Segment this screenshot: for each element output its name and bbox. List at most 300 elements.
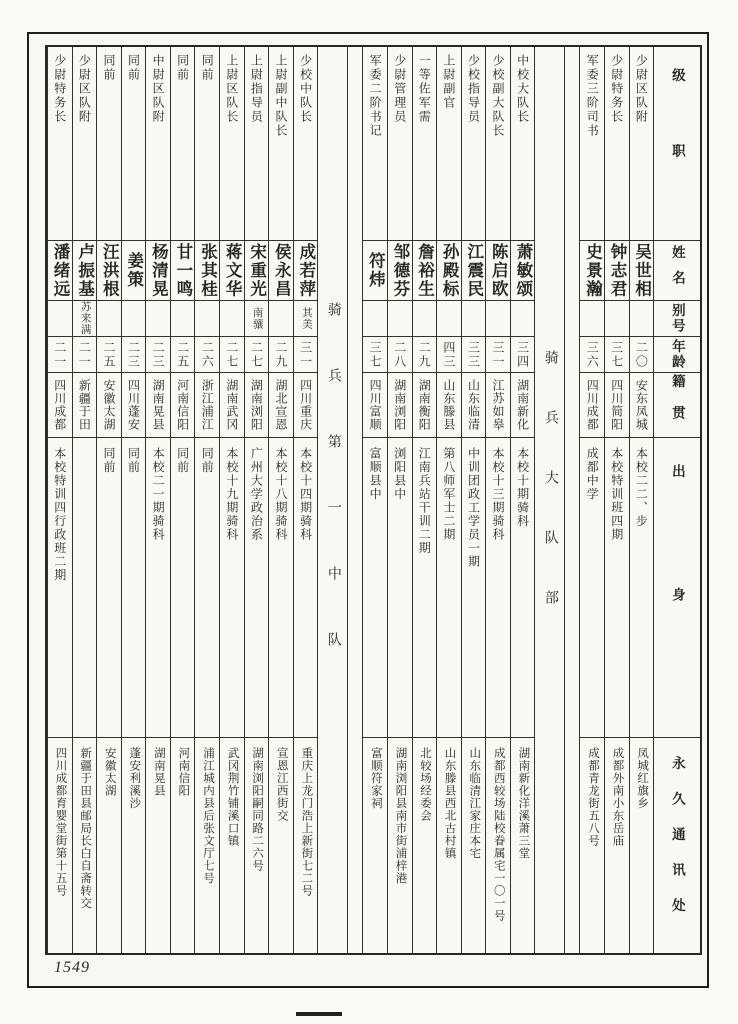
rank-cell [413,47,437,241]
name-cell [171,241,195,301]
age-text: 三三 [466,340,481,369]
native-place-text: 四川蓬安 [126,379,141,431]
origin-cell [245,438,269,738]
address-cell [413,738,437,951]
person-column [121,47,146,953]
native-place-text: 安徽太湖 [101,379,116,431]
name-text: 詹裕生 [415,242,435,299]
origin-cell [630,438,654,738]
address-cell [146,738,170,951]
person-column [244,47,269,953]
origin-cell [580,438,604,738]
rank-cell [195,47,219,241]
origin-text: 江南兵站干训二期 [417,447,432,555]
age-cell [73,337,97,373]
rank-cell [630,47,654,241]
header-alias-text: 别号 [669,303,685,334]
native-place-text: 江苏如皋 [491,379,506,431]
native-place-text: 新疆于田 [77,379,92,431]
origin-cell [462,438,486,738]
alias-cell [511,301,535,337]
age-text: 二七 [224,340,239,369]
alias-cell [195,301,219,337]
name-cell [73,241,97,301]
rank-cell [486,47,510,241]
native-place-text: 河南信阳 [175,379,190,431]
header-native-place-text: 籍贯 [669,373,685,437]
person-column [145,47,170,953]
rank-cell [363,47,387,241]
address-text: 山东临清江家庄本宅 [468,747,481,860]
name-cell [437,241,461,301]
age-text: 三一 [491,340,506,369]
alias-cell [220,301,244,337]
age-cell [220,337,244,373]
age-cell [630,337,654,373]
origin-text: 广州大学政治系 [249,447,264,542]
rank-cell [97,47,121,241]
age-text: 二九 [417,340,432,369]
native-place-cell [220,373,244,438]
section-title-cell [318,47,347,953]
rank-cell [171,47,195,241]
rank-text: 少尉区队附 [77,54,92,124]
alias-cell [388,301,412,337]
address-text: 宣恩江西街交 [275,747,288,822]
rank-cell [122,47,146,241]
personnel-roster-table [45,45,702,955]
address-cell [605,738,629,951]
header-native-place [654,373,700,438]
name-text: 杨清晃 [149,242,169,299]
address-text: 重庆上龙门浩上新街七二号 [300,747,313,897]
native-place-cell [605,373,629,438]
age-cell [511,337,535,373]
native-place-text: 湖南晃县 [151,379,166,431]
age-cell [294,337,318,373]
origin-cell [413,438,437,738]
address-cell [630,738,654,951]
person-column [412,47,437,953]
name-cell [97,241,121,301]
native-place-cell [73,373,97,438]
name-text: 孙殿标 [440,242,460,299]
rank-text: 上尉指导员 [249,54,264,124]
address-text: 湖南浏阳嗣同路二六号 [251,747,264,872]
native-place-text: 湖南衡阳 [417,379,432,431]
address-text: 成都青龙街五八号 [586,747,599,847]
native-place-cell [294,373,318,438]
alias-cell [413,301,437,337]
rank-cell [73,47,97,241]
header-rank [654,47,700,241]
address-text: 河南信阳 [177,747,190,797]
address-text: 湖南晃县 [152,747,165,797]
person-column [629,47,654,953]
origin-cell [195,438,219,738]
header-column [653,47,700,953]
origin-text: 富顺县中 [368,447,383,501]
native-place-text: 湖北宣恩 [273,379,288,431]
name-cell [122,241,146,301]
address-cell [48,738,72,951]
name-text: 陈启欧 [489,242,509,299]
rank-cell [605,47,629,241]
address-text: 成都外南小东岳庙 [611,747,624,847]
name-text: 吴世相 [632,242,652,299]
alias-text: 南骧 [251,307,263,330]
age-text: 二五 [101,340,116,369]
origin-cell [388,438,412,738]
name-cell [363,241,387,301]
address-text: 山东滕县西北古村镇 [443,747,456,860]
origin-cell [73,438,97,738]
age-text: 二七 [249,340,264,369]
rank-text: 少尉区队附 [634,54,649,124]
rank-cell [245,47,269,241]
origin-cell [294,438,318,738]
person-column [72,47,97,953]
address-cell [245,738,269,951]
age-cell [269,337,293,373]
age-cell [413,337,437,373]
age-cell [486,337,510,373]
address-text: 富顺符家祠 [369,747,382,810]
native-place-cell [245,373,269,438]
native-place-cell [97,373,121,438]
alias-cell [294,301,318,337]
rank-text: 同前 [200,54,215,82]
origin-text: 成都中学 [585,447,600,501]
origin-text: 同前 [200,447,215,474]
address-cell [171,738,195,951]
name-cell [580,241,604,301]
name-cell [195,241,219,301]
native-place-text: 四川重庆 [298,379,313,431]
alias-cell [437,301,461,337]
person-column [387,47,412,953]
header-name-text: 姓名 [669,245,685,296]
rank-cell [388,47,412,241]
origin-text: 本校十四期骑科 [298,447,313,542]
person-column [219,47,244,953]
header-rank-text: 级职 [669,68,685,219]
name-text: 姜策 [124,252,144,289]
origin-text: 本校十三期骑科 [491,447,506,542]
age-cell [245,337,269,373]
rank-text: 少尉特务长 [52,54,67,124]
native-place-text: 四川简阳 [609,379,624,431]
origin-text: 本校特训四行政班二期 [52,447,67,582]
name-text: 萧敏颂 [513,242,533,299]
name-cell [388,241,412,301]
age-cell [437,337,461,373]
origin-text: 本校十期骑科 [515,447,530,528]
rank-cell [220,47,244,241]
origin-cell [171,438,195,738]
spacer-column [347,47,362,953]
name-text: 蒋文华 [223,242,243,299]
age-cell [195,337,219,373]
native-place-text: 四川富顺 [368,379,383,431]
age-text: 二一 [77,340,92,369]
origin-cell [363,438,387,738]
rank-text: 上尉副中队长 [273,54,288,138]
address-text: 北较场经委会 [419,747,432,822]
address-text: 四川成都育婴堂街第十五号 [54,747,67,897]
rank-text: 一等佐军需 [417,54,432,124]
name-cell [146,241,170,301]
section-title-text: 骑兵第一中队 [325,302,341,698]
name-text: 卢振基 [75,242,95,299]
age-text: 三七 [368,340,383,369]
alias-cell [580,301,604,337]
native-place-text: 安东凤城 [634,379,649,431]
address-text: 浦江城内县后张文厅七号 [202,747,214,885]
name-cell [220,241,244,301]
address-cell [388,738,412,951]
origin-cell [437,438,461,738]
age-cell [171,337,195,373]
person-column [194,47,219,953]
section-divider-battalion-hq [534,47,564,953]
address-cell [437,738,461,951]
native-place-cell [363,373,387,438]
native-place-text: 浙江浦江 [200,379,215,431]
origin-cell [146,438,170,738]
age-text: 三四 [515,340,530,369]
origin-text: 中训团政工学员一期 [466,447,481,569]
address-cell [269,738,293,951]
age-text: 二三 [151,340,166,369]
rank-text: 少校中队长 [298,54,313,124]
header-age [654,337,700,373]
address-cell [294,738,318,951]
alias-text: 苏来满 [79,301,91,336]
native-place-cell [437,373,461,438]
address-text: 凤城红旗乡 [636,747,649,810]
age-cell [363,337,387,373]
header-origin-text: 出身 [669,464,685,711]
name-cell [486,241,510,301]
alias-cell [269,301,293,337]
person-column [436,47,461,953]
name-cell [462,241,486,301]
rank-cell [437,47,461,241]
rank-text: 少尉管理员 [392,54,407,124]
name-text: 史景瀚 [583,242,603,299]
rank-text: 少校指导员 [466,54,481,124]
native-place-cell [580,373,604,438]
rank-cell [580,47,604,241]
scan-artifact-mark [296,1012,342,1016]
origin-text: 本校十八期骑科 [273,447,288,542]
native-place-cell [195,373,219,438]
origin-text: 本校十九期骑科 [224,447,239,542]
name-cell [48,241,72,301]
rank-cell [269,47,293,241]
age-cell [462,337,486,373]
native-place-text: 湖南武冈 [224,379,239,431]
section-title-text: 骑兵大队部 [542,350,558,650]
name-text: 张其桂 [198,242,218,299]
origin-cell [486,438,510,738]
origin-cell [511,438,535,738]
origin-cell [220,438,244,738]
address-text: 武冈荆竹铺溪口镇 [226,747,239,847]
alias-cell [486,301,510,337]
rank-text: 军委三阶司书 [585,54,600,138]
native-place-cell [122,373,146,438]
age-text: 三七 [609,340,624,369]
age-cell [146,337,170,373]
age-text: 四三 [441,340,456,369]
age-cell [605,337,629,373]
native-place-cell [171,373,195,438]
age-text: 二九 [273,340,288,369]
native-place-text: 山东临清 [466,379,481,431]
name-cell [605,241,629,301]
person-column [170,47,195,953]
address-text: 安徽太湖 [103,747,116,797]
header-address [654,738,700,951]
age-cell [122,337,146,373]
person-column [579,47,604,953]
name-cell [630,241,654,301]
origin-text: 同前 [126,447,141,474]
section-divider-first-squadron [317,47,347,953]
alias-text: 其美 [300,307,312,330]
name-cell [294,241,318,301]
person-column [96,47,121,953]
header-origin [654,438,700,738]
address-text: 蓬安利溪沙 [128,747,141,810]
origin-cell [48,438,72,738]
age-cell [580,337,604,373]
alias-cell [48,301,72,337]
address-cell [511,738,535,951]
rank-text: 上尉区队长 [224,54,239,124]
native-place-cell [462,373,486,438]
native-place-cell [511,373,535,438]
address-text: 湖南浏阳县南市街浦梓港 [394,747,407,885]
address-text: 新疆于田县邮局长白自斋转交 [79,747,92,910]
address-cell [363,738,387,951]
age-text: 二五 [175,340,190,369]
person-column [485,47,510,953]
origin-cell [122,438,146,738]
native-place-cell [48,373,72,438]
person-column [293,47,318,953]
name-text: 符炜 [366,252,386,289]
origin-text: 本校二二、步 [634,447,649,528]
alias-cell [630,301,654,337]
name-text: 江震民 [464,242,484,299]
spacer-column [564,47,579,953]
section-title-cell [535,47,564,953]
native-place-text: 四川成都 [585,379,600,431]
age-cell [48,337,72,373]
rank-text: 少校副大队长 [491,54,506,138]
native-place-text: 四川成都 [52,379,67,431]
header-address-text: 永久通讯处 [669,755,685,934]
name-text: 宋重光 [247,242,267,299]
alias-cell [122,301,146,337]
age-text: 二〇 [634,340,649,369]
rank-text: 同前 [126,54,141,82]
age-text: 二三 [126,340,141,369]
rank-cell [48,47,72,241]
rank-cell [146,47,170,241]
alias-cell [462,301,486,337]
origin-cell [97,438,121,738]
rank-text: 少尉特务长 [609,54,624,124]
native-place-text: 山东滕县 [441,379,456,431]
native-place-cell [146,373,170,438]
rank-cell [462,47,486,241]
native-place-cell [269,373,293,438]
rank-text: 同前 [175,54,190,82]
alias-cell [97,301,121,337]
native-place-text: 湖南浏阳 [249,379,264,431]
address-cell [73,738,97,951]
person-column [510,47,535,953]
alias-cell [146,301,170,337]
name-text: 钟志君 [608,242,628,299]
address-text: 成都西较场陆校眷属宅一〇一号 [492,747,505,922]
origin-text: 同前 [101,447,116,474]
origin-text: 第八师军士二期 [441,447,456,542]
name-cell [269,241,293,301]
person-column [47,47,72,953]
rank-cell [294,47,318,241]
person-column [604,47,629,953]
native-place-text: 湖南浏阳 [392,379,407,431]
origin-text: 同前 [175,447,190,474]
address-cell [580,738,604,951]
rank-cell [511,47,535,241]
age-text: 二六 [200,340,215,369]
name-cell [413,241,437,301]
header-age-text: 年龄 [669,339,685,370]
name-cell [511,241,535,301]
address-cell [220,738,244,951]
name-text: 甘一鸣 [173,242,193,299]
native-place-text: 湖南新化 [515,379,530,431]
name-text: 邹德芬 [390,242,410,299]
origin-text: 本校特训班四期 [609,447,624,542]
name-text: 潘绪远 [51,242,71,299]
origin-cell [269,438,293,738]
address-cell [97,738,121,951]
name-text: 成若萍 [296,242,316,299]
header-name [654,241,700,301]
origin-text: 本校二一期骑科 [151,447,166,542]
alias-cell [605,301,629,337]
alias-cell [363,301,387,337]
alias-cell [73,301,97,337]
age-text: 三一 [298,340,313,369]
native-place-cell [388,373,412,438]
name-cell [245,241,269,301]
origin-text: 浏阳县中 [392,447,407,501]
alias-cell [171,301,195,337]
person-column [362,47,387,953]
address-cell [486,738,510,951]
address-text: 湖南新化洋溪萧三堂 [517,747,530,860]
native-place-cell [630,373,654,438]
name-text: 侯永昌 [272,242,292,299]
